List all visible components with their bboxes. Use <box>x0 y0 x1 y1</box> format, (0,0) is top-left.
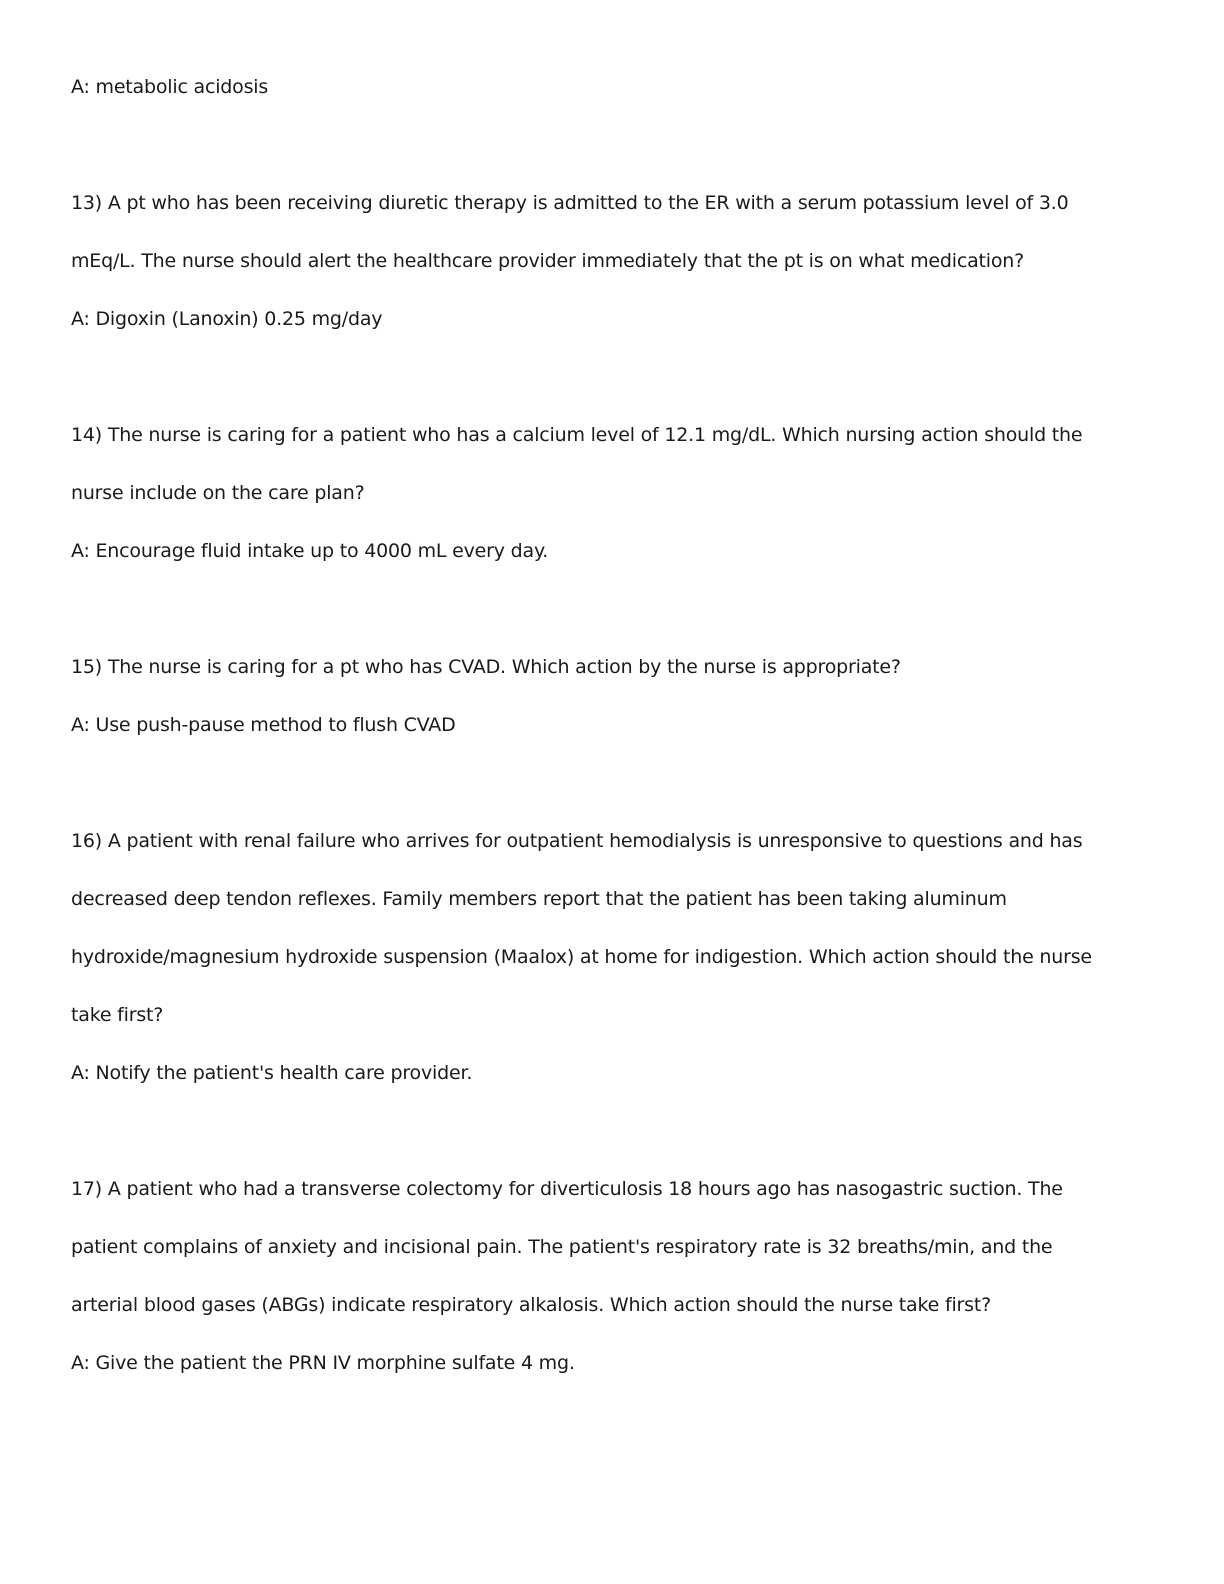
question-13-line-1: 13) A pt who has been receiving diuretic therapy is admitted to the ER with a serum potassium level of 3.0 <box>71 192 1069 214</box>
answer-16: A: Notify the patient's health care provider. <box>71 1062 473 1084</box>
answer-14: A: Encourage fluid intake up to 4000 mL every day. <box>71 540 549 562</box>
question-17-line-2: patient complains of anxiety and incisional pain. The patient's respiratory rate is 32 breaths/min, and the <box>71 1236 1053 1258</box>
question-16-line-1: 16) A patient with renal failure who arrives for outpatient hemodialysis is unresponsive to questions and has <box>71 830 1083 852</box>
question-15-line-1: 15) The nurse is caring for a pt who has CVAD. Which action by the nurse is appropriate? <box>71 656 901 678</box>
answer-17: A: Give the patient the PRN IV morphine sulfate 4 mg. <box>71 1352 575 1374</box>
answer-15: A: Use push-pause method to flush CVAD <box>71 714 456 736</box>
question-14-line-1: 14) The nurse is caring for a patient who has a calcium level of 12.1 mg/dL. Which nursing action should the <box>71 424 1083 446</box>
question-13-line-2: mEq/L. The nurse should alert the healthcare provider immediately that the pt is on what medication? <box>71 250 1025 272</box>
question-17-line-3: arterial blood gases (ABGs) indicate respiratory alkalosis. Which action should the nurse take first? <box>71 1294 991 1316</box>
question-16-line-4: take first? <box>71 1004 164 1026</box>
question-17-line-1: 17) A patient who had a transverse colectomy for diverticulosis 18 hours ago has nasogastric suction. The <box>71 1178 1063 1200</box>
question-16-line-3: hydroxide/magnesium hydroxide suspension (Maalox) at home for indigestion. Which action should the nurse <box>71 946 1092 968</box>
question-14-line-2: nurse include on the care plan? <box>71 482 365 504</box>
question-16-line-2: decreased deep tendon reflexes. Family members report that the patient has been taking aluminum <box>71 888 1007 910</box>
answer-13: A: Digoxin (Lanoxin) 0.25 mg/day <box>71 308 383 330</box>
answer-12: A: metabolic acidosis <box>71 76 269 98</box>
